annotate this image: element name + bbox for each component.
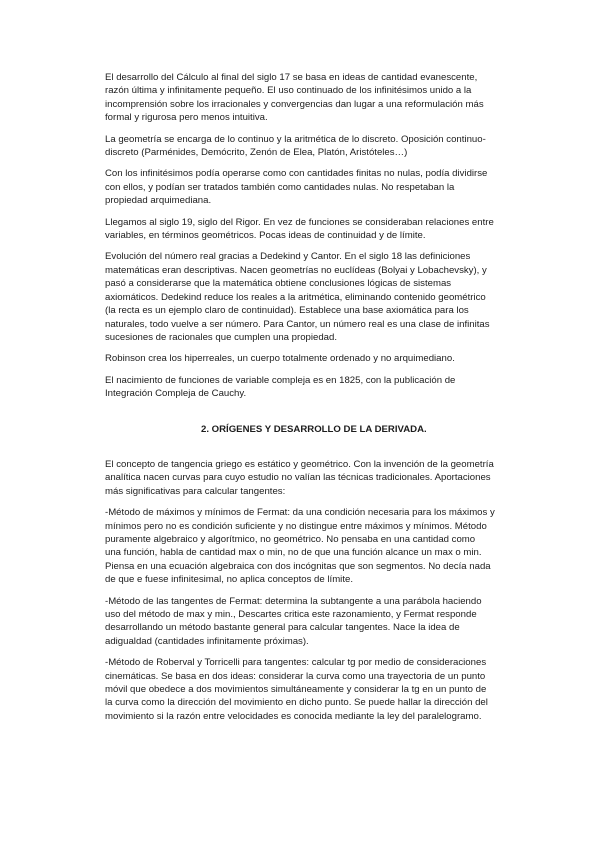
text-line: razón última y infinitamente pequeño. El uso continuado de los infinitésimos unido a la <box>105 85 472 97</box>
text-line: -Método de máximos y mínimos de Fermat: da una condición necesaria para los máximos y <box>105 507 495 519</box>
text-line: formal y rigurosa pero menos intuitiva. <box>105 112 268 124</box>
text-line: la curva como la dirección del movimiento en dicho punto. Se puede hallar la dirección del <box>105 697 488 709</box>
text-line: adigualdad (cantidades infinitamente próximas). <box>105 635 309 647</box>
text-line: La geometría se encarga de lo continuo y la aritmética de lo discreto. Oposición continuo- <box>105 133 486 145</box>
text-line: Piensa en una ecuación algebraica con dos incógnitas que son segmentos. No decía nada <box>105 560 491 572</box>
text-line: Integración Compleja de Cauchy. <box>105 388 247 400</box>
text-line: pasó a considerarse que la matemática obtiene conclusiones lógicas de sistemas <box>105 278 452 290</box>
paragraph-century-19 <box>105 216 514 243</box>
paragraph-gap <box>105 208 514 216</box>
paragraph-tangency-concept <box>105 458 514 498</box>
text-line: más significativas para calcular tangentes: <box>105 485 286 497</box>
paragraph-roberval-torricelli <box>105 656 514 723</box>
paragraph-gap <box>105 159 514 167</box>
text-line: (la recta es un ejemplo claro de continuidad). Establece una base axiomática para los <box>105 305 469 317</box>
text-line: puramente algebraico y algorítmico, no geométrico. No pensaba en una cantidad como <box>105 533 476 545</box>
text-line: El nacimiento de funciones de variable compleja es en 1825, con la publicación de <box>105 374 456 386</box>
text-line: movimiento si la razón entre velocidades es conocida mediante la ley del paralelogramo. <box>105 710 482 722</box>
paragraph-robinson <box>105 352 514 365</box>
paragraph-gap <box>105 587 514 595</box>
text-line: de que e fuese infinitesimal, no aplica conceptos de límite. <box>105 574 353 586</box>
text-line: analítica nacen curvas para cuyo estudio no valían las técnicas tradicionales. Aportaciones <box>105 472 491 484</box>
text-line: Llegamos al siglo 19, siglo del Rigor. En vez de funciones se consideraban relaciones entre <box>105 216 494 228</box>
text-line: desarrollando un método bastante general para calcular tangentes. Nace la idea de <box>105 622 460 634</box>
text-line: naturales, todo vuelve a ser número. Para Cantor, un número real es una clase de infinitas <box>105 318 490 330</box>
section-gap <box>105 436 514 458</box>
text-line: con ellos, y podían ser tratados también como cantidades nulas. No respetaban la <box>105 181 455 193</box>
text-line: uso del método de max y min., Descartes critica este razonamiento, y Fermat responde <box>105 609 477 620</box>
text-line: sucesiones de racionales que cumplen una propiedad. <box>105 331 338 343</box>
text-line: El desarrollo del Cálculo al final del siglo 17 se basa en ideas de cantidad evanescente, <box>105 72 478 83</box>
text-line: variables, en términos geométricos. Pocas ideas de continuidad y de límite. <box>105 230 426 242</box>
text-line: incomprensión sobre los irracionales y convergencias dan lugar a una reformulación más <box>105 98 484 110</box>
paragraph-calculus-origins <box>105 71 514 125</box>
text-line: matemáticas eran descriptivas. Nacen geometrías no euclídeas (Bolyai y Lobachevsky), y <box>105 264 487 276</box>
text-line: una función, habla de cantidad max o min, no de que una función alcance un max o min. <box>105 547 482 559</box>
text-line: Evolución del número real gracias a Dedekind y Cantor. En el siglo 18 las definiciones <box>105 251 471 263</box>
text-line: Robinson crea los hiperreales, un cuerpo totalmente ordenado y no arquimediano. <box>105 353 455 365</box>
text-line: Con los infinitésimos podía operarse como con cantidades finitas no nulas, podía dividirse <box>105 168 488 180</box>
section-gap <box>105 401 514 423</box>
text-line: propiedad arquimediana. <box>105 195 212 207</box>
text-line: El concepto de tangencia griego es estático y geométrico. Con la invención de la geometría <box>105 458 494 470</box>
text-line: cinemáticas. Se basa en dos ideas: considerar la curva como una trayectoria de un punto <box>105 670 486 682</box>
text-line: mínimos pero no es condición suficiente y no distingue entre máximos y mínimos. Método <box>105 520 487 532</box>
text-line: -Método de Roberval y Torricelli para tangentes: calcular tg por medio de consideraciones <box>105 657 487 669</box>
section-heading: 2. ORÍGENES Y DESARROLLO DE LA DERIVADA. <box>201 423 427 435</box>
paragraph-gap <box>105 242 514 250</box>
text-line: móvil que obedece a dos movimientos simultáneamente y considerar la tg en un punto de <box>105 684 487 696</box>
paragraph-gap <box>105 344 514 352</box>
text-line: axiomáticos. Dedekind reduce los reales a la aritmética, eliminando contenido geométrico <box>105 291 486 303</box>
paragraph-complex-variable <box>105 374 514 401</box>
paragraph-fermat-tangents <box>105 595 514 649</box>
paragraph-fermat-maxmin <box>105 506 514 586</box>
paragraph-gap <box>105 125 514 133</box>
paragraph-geometry-arithmetic <box>105 133 514 160</box>
text-line: -Método de las tangentes de Fermat: determina la subtangente a una parábola haciendo <box>105 595 482 607</box>
paragraph-gap <box>105 498 514 506</box>
paragraph-gap <box>105 648 514 656</box>
paragraph-infinitesimals <box>105 167 514 207</box>
paragraph-real-numbers <box>105 250 514 344</box>
text-line: discreto (Parménides, Demócrito, Zenón de Elea, Platón, Aristóteles…) <box>105 147 408 159</box>
paragraph-gap <box>105 366 514 374</box>
